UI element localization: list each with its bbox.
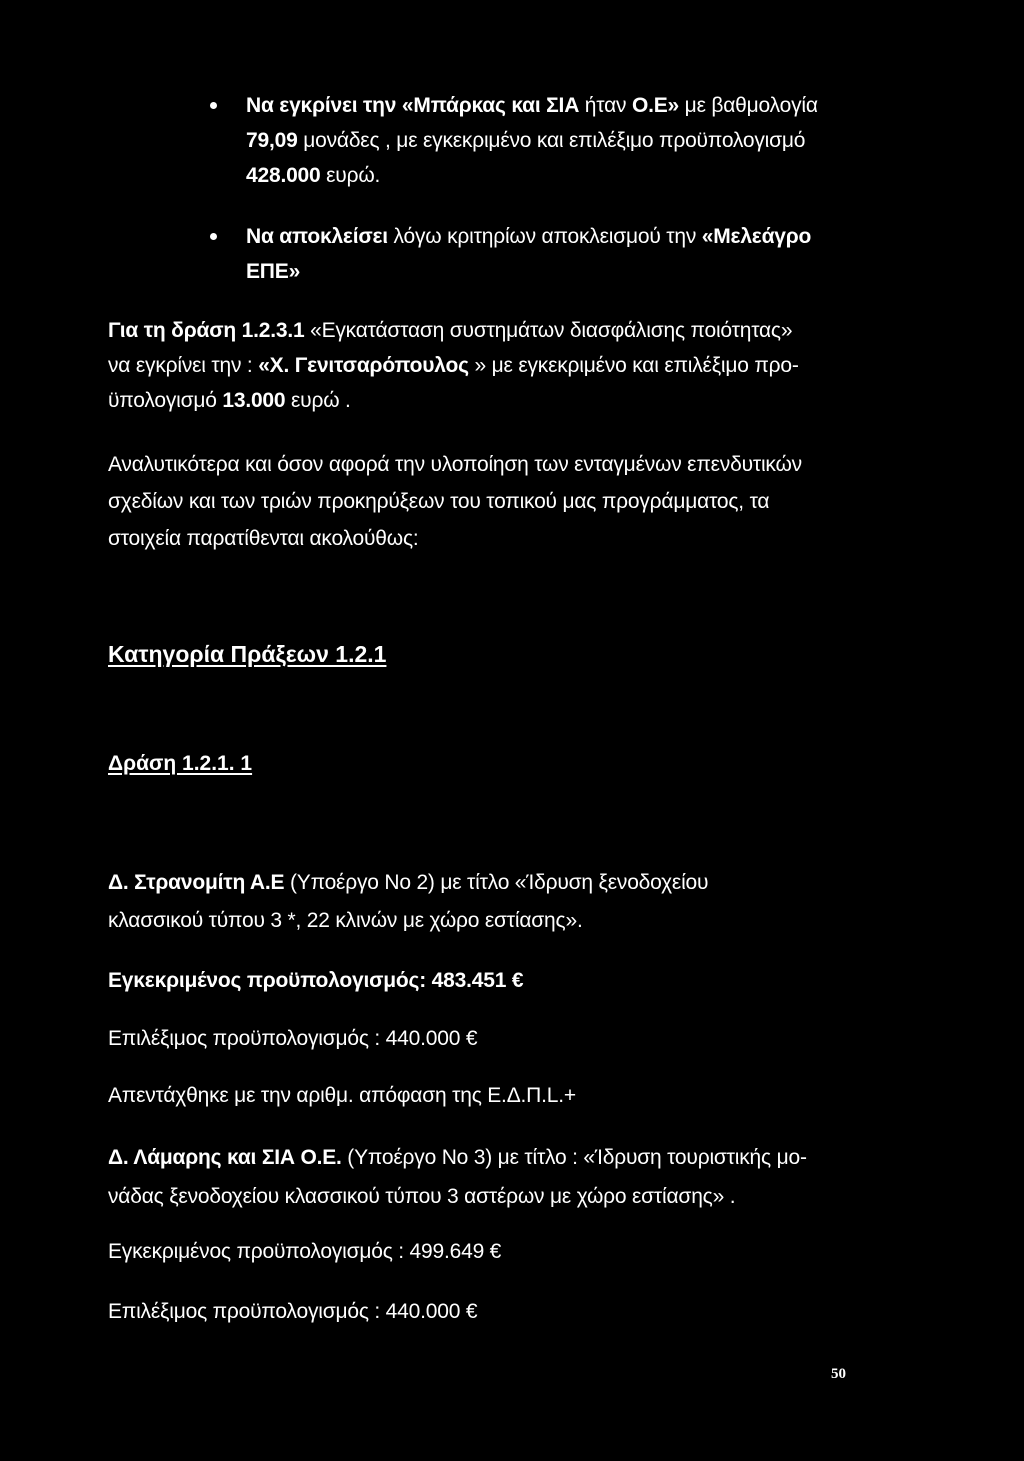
summary-paragraph — [108, 446, 860, 557]
bullet-dot — [210, 233, 217, 240]
project2-title-rest: (Υποέργο No 3) με τίτλο : «Ίδρυση τουριστικής μο- — [341, 1146, 807, 1169]
bullet-line: 79,09 μονάδες , με εγκεκριμένο και επιλέξιμο προϋπολογισμό — [246, 129, 806, 152]
bold-phrase: «Μελεάγρο — [701, 225, 812, 248]
bold-phrase: Για τη δράση 1.2.3.1 — [108, 319, 305, 342]
bold-phrase: 13.000 — [222, 389, 286, 412]
paragraph-line: Για τη δράση 1.2.3.1 «Εγκατάσταση συστημάτων διασφάλισης ποιότητας» — [108, 319, 793, 342]
bullet-line: 428.000 ευρώ. — [246, 164, 381, 187]
project1-title-line — [108, 871, 858, 895]
bold-phrase: ΕΠΕ» — [246, 260, 301, 283]
project2-name: Δ. Λάμαρης και ΣΙΑ Ο.Ε. — [108, 1146, 342, 1169]
project1-removed-note: Απεντάχθηκε με την αριθμ. απόφαση της Ε.Δ.Π.L.+ — [108, 1084, 576, 1107]
project1-title-line2: κλασσικού τύπου 3 *, 22 κλινών με χώρο εστίασης». — [108, 909, 583, 932]
project2-title-line — [108, 1146, 807, 1170]
bold-phrase: 79,09 — [246, 129, 298, 152]
project1-title-rest: (Υποέργο No 2) με τίτλο «Ίδρυση ξενοδοχείου — [284, 871, 709, 894]
bullet-line: Να αποκλείσει λόγω κριτηρίων αποκλεισμού την «Μελεάγρο — [246, 225, 812, 248]
bullet-approve-barkas — [246, 88, 866, 193]
action-heading: Δράση 1.2.1. 1 — [108, 752, 253, 775]
action-1231-paragraph — [108, 313, 860, 418]
paragraph-line: να εγκρίνει την : «Χ. Γενιτσαρόπουλος » με εγκεκριμένο και επιλέξιμο προ- — [108, 354, 799, 377]
bullet-line — [246, 254, 866, 289]
paragraph-line: σχεδίων και των τριών προκηρύξεων του τοπικού μας προγράμματος, τα — [108, 490, 770, 513]
bold-phrase: «Χ. Γενιτσαρόπουλος — [258, 354, 469, 377]
project2-title-line2: νάδας ξενοδοχείου κλασσικού τύπου 3 αστέρων με χώρο εστίασης» . — [108, 1185, 736, 1208]
category-heading: Κατηγορία Πράξεων 1.2.1 — [108, 641, 387, 667]
bold-phrase: Να εγκρίνει την «Μπάρκας και ΣΙΑ — [246, 94, 580, 117]
bullet-line: Να εγκρίνει την «Μπάρκας και ΣΙΑ ήταν Ο.Ε» με βαθμολογία — [246, 94, 818, 117]
project1-approved-budget: Εγκεκριμένος προϋπολογισμός: 483.451 € — [108, 969, 524, 992]
paragraph-line: ϋπολογισμό 13.000 ευρώ . — [108, 389, 351, 412]
page-number: 50 — [831, 1366, 846, 1382]
bold-phrase: 428.000 — [246, 164, 321, 187]
project2-approved-budget: Εγκεκριμένος προϋπολογισμός : 499.649 € — [108, 1240, 502, 1263]
paragraph-line: Αναλυτικότερα και όσον αφορά την υλοποίηση των ενταγμένων επενδυτικών — [108, 453, 802, 476]
bullet-dot — [210, 102, 217, 109]
project1-eligible-budget: Επιλέξιμος προϋπολογισμός : 440.000 € — [108, 1027, 478, 1050]
bold-phrase: Να αποκλείσει — [246, 225, 388, 248]
project1-name: Δ. Στρανομίτη Α.Ε — [108, 871, 285, 894]
bold-phrase: Ο.Ε» — [631, 94, 680, 117]
project2-eligible-budget: Επιλέξιμος προϋπολογισμός : 440.000 € — [108, 1300, 478, 1323]
bullet-exclude-meleagros — [246, 219, 866, 289]
paragraph-line: στοιχεία παρατίθενται ακολούθως: — [108, 527, 419, 550]
